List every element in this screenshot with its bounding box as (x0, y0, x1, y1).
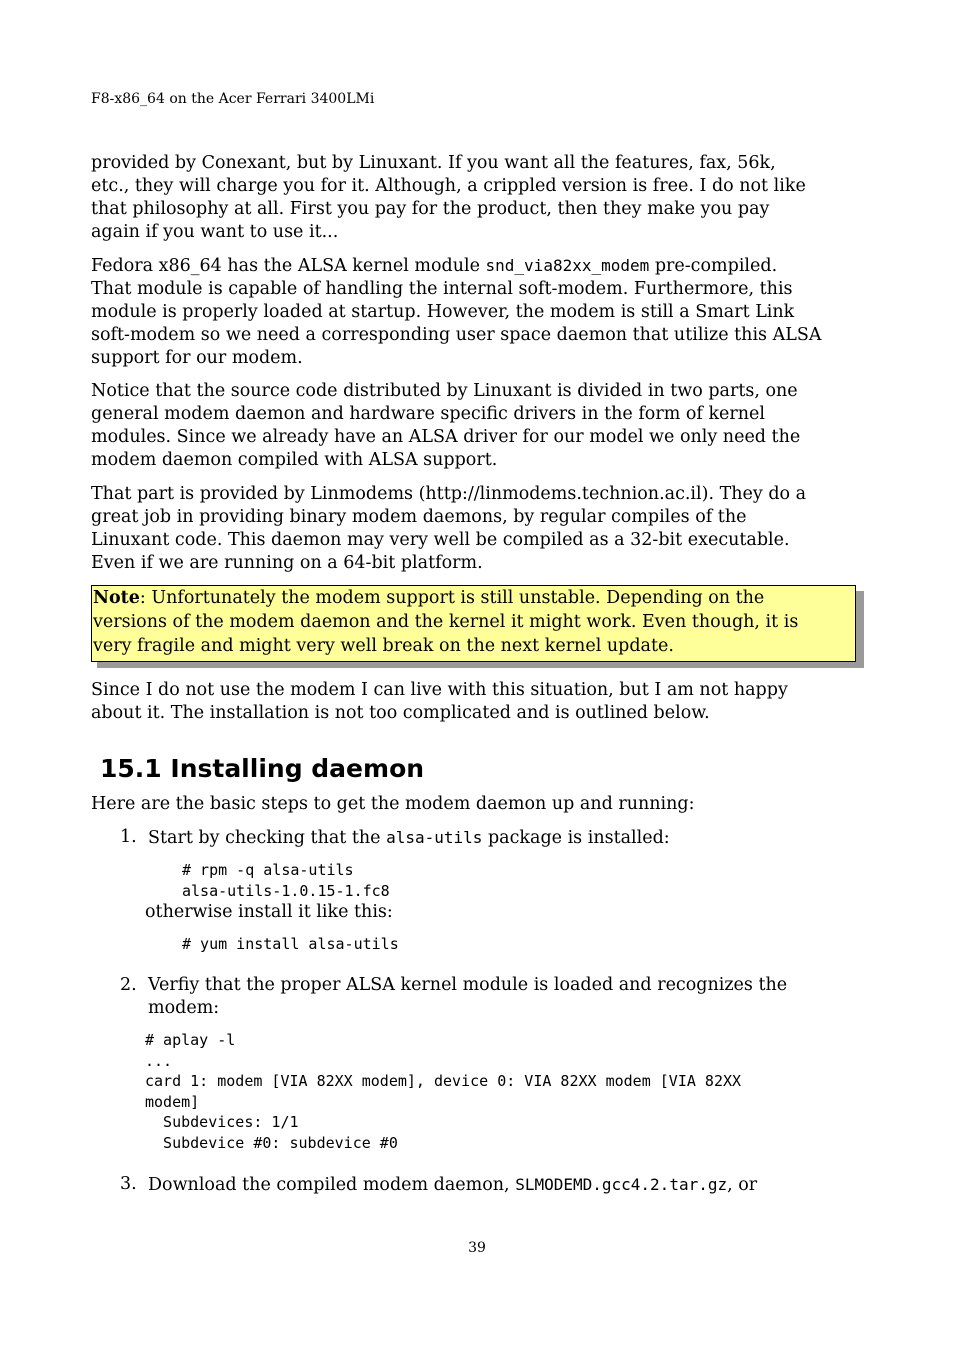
step-number: 2. (120, 975, 137, 995)
text-line: Linuxant code. This daemon may very well be compiled as a 32-bit executable. (91, 530, 790, 550)
text-line: great job in providing binary modem daemons, by regular compiles of the (91, 507, 747, 527)
paragraph-conexant (91, 152, 871, 244)
text-fragment: Download the compiled modem daemon, (148, 1175, 516, 1195)
text-line: Since I do not use the modem I can live with this situation, but I am not happy (91, 680, 788, 700)
section-intro (91, 793, 871, 816)
text-line: versions of the modem daemon and the kernel it might work. Even though, it is (93, 612, 799, 632)
step-3-text (148, 1173, 757, 1197)
text-line: modules. Since we already have an ALSA driver for our model we only need the (91, 427, 801, 447)
step-1-otherwise: otherwise install it like this: (145, 902, 393, 922)
text-line: provided by Conexant, but by Linuxant. If you want all the features, fax, 56k, (91, 153, 776, 173)
text-line: module is properly loaded at startup. However, the modem is still a Smart Link (91, 302, 795, 322)
section-heading: 15.1 Installing daemon (100, 754, 425, 783)
text-line: general modem daemon and hardware specific drivers in the form of kernel (91, 404, 765, 424)
step-number: 3. (120, 1174, 137, 1194)
text-line (92, 586, 855, 610)
text-line: That module is capable of handling the internal soft-modem. Furthermore, this (91, 279, 793, 299)
text-line: modem: (148, 998, 220, 1018)
step-1-text (148, 826, 670, 850)
text-fragment: package is installed: (482, 828, 670, 848)
text-line: again if you want to use it... (91, 222, 339, 242)
paragraph-linmodems (91, 483, 871, 575)
text-line: about it. The installation is not too complicated and is outlined below. (91, 703, 710, 723)
inline-code: alsa-utils (386, 828, 483, 847)
text-fragment: pre-compiled. (649, 256, 778, 276)
inline-code: SLMODEMD.gcc4.2.tar.gz (515, 1175, 728, 1194)
code-block: # yum install alsa-utils (182, 935, 399, 953)
text-line: Here are the basic steps to get the modem daemon up and running: (91, 794, 695, 814)
text-line: modem daemon compiled with ALSA support. (91, 450, 498, 470)
text-fragment: Fedora x86_64 has the ALSA kernel module (91, 256, 486, 276)
note-label: Note (93, 588, 140, 608)
text-fragment: Start by checking that the (148, 828, 387, 848)
text-line: soft-modem so we need a corresponding user space daemon that utilize this ALSA (91, 325, 822, 345)
text-line: support for our modem. (91, 348, 303, 368)
paragraph-source-code (91, 380, 871, 472)
step-2-text (148, 974, 787, 1020)
text-fragment: : Unfortunately the modem support is still unstable. Depending on the (139, 588, 765, 608)
text-fragment: , or (727, 1175, 758, 1195)
text-line (91, 254, 871, 278)
paragraph-situation (91, 679, 871, 725)
inline-code: snd_via82xx_modem (485, 256, 650, 275)
code-block: # aplay -l ... card 1: modem [VIA 82XX modem], device 0: VIA 82XX modem [VIA 82XX modem] Subdevices: 1/1 Subdevice #0: subdevice #0 (145, 1031, 742, 1152)
paragraph-alsa-module (91, 254, 871, 370)
note-box (91, 585, 856, 662)
step-number: 1. (120, 827, 137, 847)
page-number: 39 (468, 1240, 486, 1256)
text-line: etc., they will charge you for it. Although, a crippled version is free. I do not like (91, 176, 806, 196)
text-line: Even if we are running on a 64-bit platform. (91, 553, 483, 573)
text-line: very fragile and might very well break on the next kernel update. (93, 636, 674, 656)
text-line: That part is provided by Linmodems (http://linmodems.technion.ac.il). They do a (91, 484, 807, 504)
text-line: Verfiy that the proper ALSA kernel module is loaded and recognizes the (148, 975, 788, 995)
text-line: Notice that the source code distributed by Linuxant is divided in two parts, one (91, 381, 798, 401)
code-block: # rpm -q alsa-utils alsa-utils-1.0.15-1.fc8 (182, 861, 390, 900)
running-header: F8-x86_64 on the Acer Ferrari 3400LMi (91, 91, 375, 107)
text-line: that philosophy at all. First you pay for the product, then they make you pay (91, 199, 770, 219)
